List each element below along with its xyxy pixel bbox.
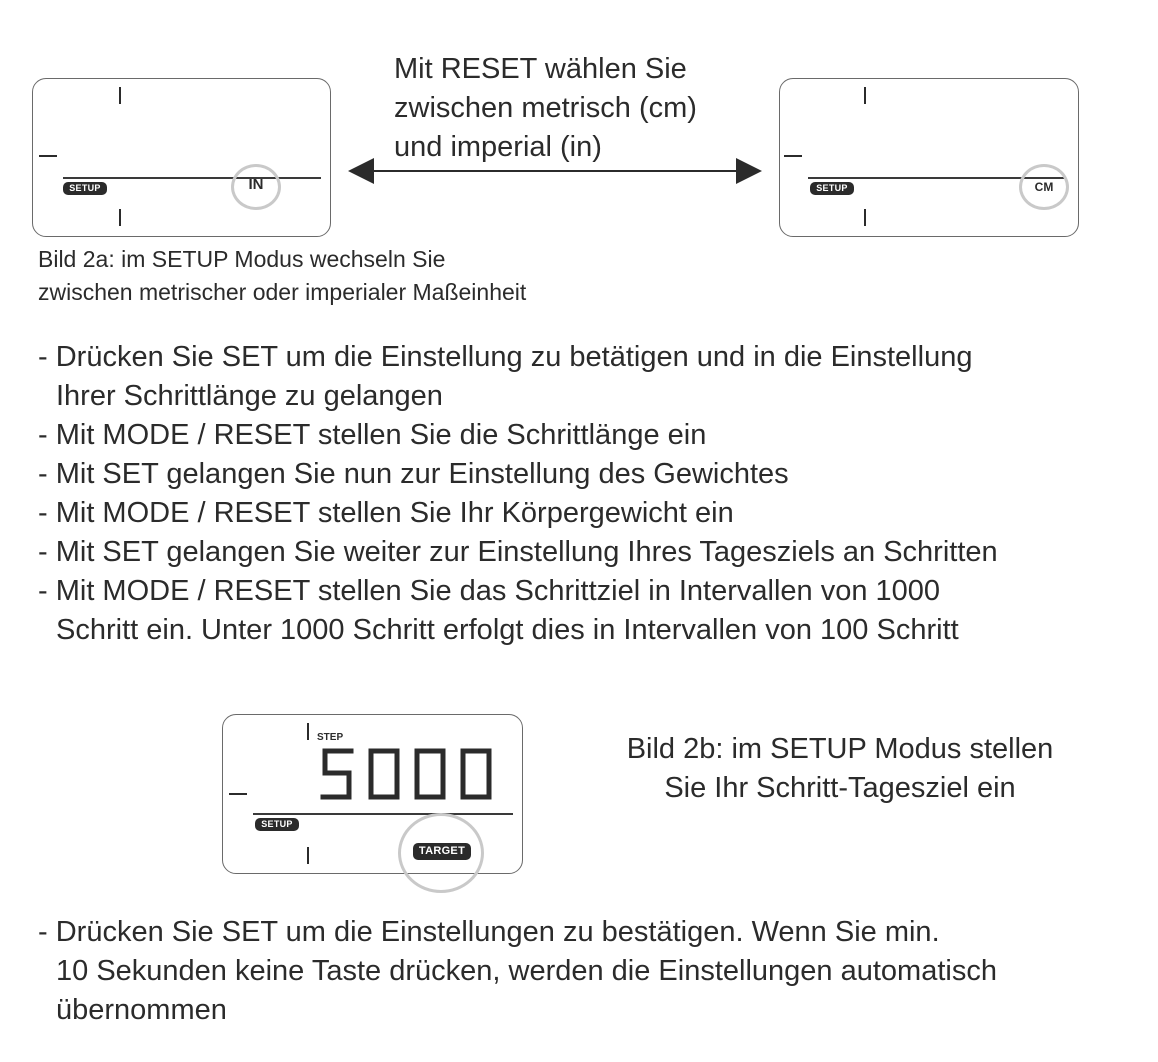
lcd-display-imperial (32, 78, 331, 237)
display-divider (63, 177, 321, 179)
list-item: - Mit MODE / RESET stellen Sie Ihr Körpergewicht ein (38, 497, 734, 529)
segment-tick (864, 87, 866, 104)
list-item: - Drücken Sie SET um die Einstellung zu betätigen und in die Einstellung (38, 341, 973, 373)
target-badge: TARGET (413, 843, 471, 860)
list-item-continuation: 10 Sekunden keine Taste drücken, werden die Einstellungen automatisch (56, 955, 997, 987)
step-label: STEP (317, 732, 344, 743)
segment-tick (119, 87, 121, 104)
setup-badge: SETUP (255, 818, 299, 831)
list-item: - Drücken Sie SET um die Einstellungen zu bestätigen. Wenn Sie min. (38, 916, 940, 948)
unit-label-cm: CM (1034, 180, 1054, 194)
list-item: - Mit MODE / RESET stellen Sie die Schrittlänge ein (38, 419, 707, 451)
setup-steps-list (38, 338, 1148, 650)
segment-tick (864, 209, 866, 226)
segment-tick (119, 209, 121, 226)
unit-label-in: IN (248, 176, 264, 193)
segment-tick (784, 155, 802, 157)
caption-bild-2b: Bild 2b: im SETUP Modus stellen Sie Ihr Schritt-Tagesziel ein (626, 733, 1054, 804)
lcd-display-metric (779, 78, 1079, 237)
confirm-steps-list (38, 913, 1148, 1030)
list-item: - Mit SET gelangen Sie nun zur Einstellung des Gewichtes (38, 458, 789, 490)
display-divider (253, 813, 513, 815)
setup-badge: SETUP (63, 182, 107, 195)
list-item: - Mit SET gelangen Sie weiter zur Einstellung Ihres Tagesziels an Schritten (38, 536, 998, 568)
segment-tick (307, 723, 309, 740)
segment-tick (229, 793, 247, 795)
lcd-display-target (222, 714, 523, 874)
segment-tick (307, 847, 309, 864)
value-text-hidden (319, 749, 499, 801)
list-item-continuation: Schritt ein. Unter 1000 Schritt erfolgt dies in Intervallen von 100 Schritt (56, 614, 959, 646)
double-arrow-icon (346, 154, 764, 188)
caption-bild-2a: Bild 2a: im SETUP Modus wechseln Sie zwischen metrischer oder imperialer Maßeinheit (38, 246, 527, 305)
list-item-continuation: Ihrer Schrittlänge zu gelangen (56, 380, 443, 412)
segment-tick (39, 155, 57, 157)
reset-instruction: Mit RESET wählen Sie zwischen metrisch (cm) und imperial (in) (394, 53, 697, 163)
list-item: - Mit MODE / RESET stellen Sie das Schrittziel in Intervallen von 1000 (38, 575, 941, 607)
setup-badge: SETUP (810, 182, 854, 195)
list-item-continuation: übernommen (56, 994, 227, 1026)
